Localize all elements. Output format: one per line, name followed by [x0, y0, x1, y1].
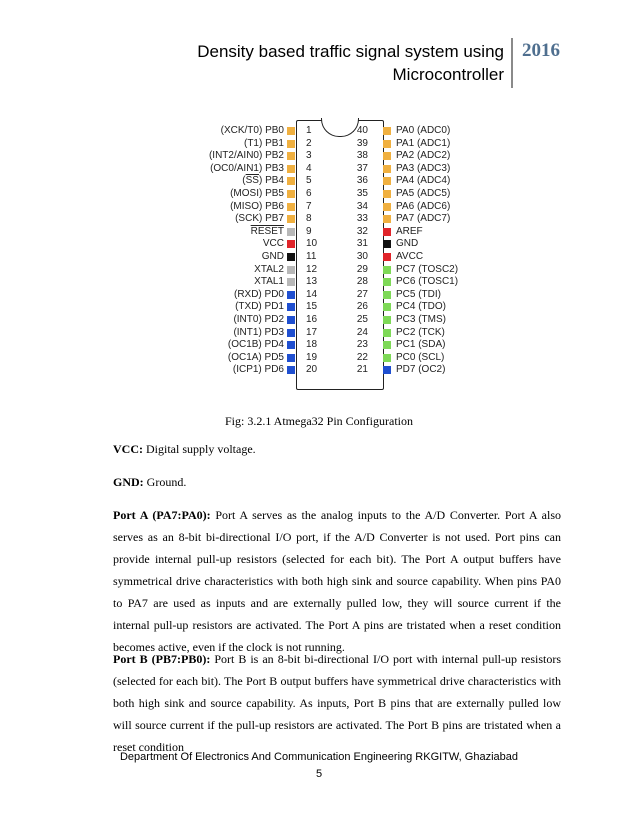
header-title [197, 40, 504, 86]
pin-number: 11 [306, 251, 317, 262]
pin-marker [383, 354, 391, 362]
pin-marker [383, 278, 391, 286]
pin-number: 30 [356, 251, 368, 262]
pin-number: 23 [356, 339, 368, 351]
pin-label: PA6 (ADC6) [396, 200, 451, 212]
pin-number: 14 [306, 288, 318, 300]
pin-number: 34 [356, 200, 368, 212]
pin-number: 24 [356, 326, 368, 338]
page-header [0, 30, 638, 90]
pin-marker [383, 316, 391, 324]
pin-label: RESET [250, 225, 284, 237]
pin-row-right [190, 276, 460, 288]
pin-row-right [190, 327, 460, 339]
pin-number: 17 [306, 326, 318, 338]
pin-row-right [190, 301, 460, 313]
pin-row-right [190, 138, 460, 150]
pin-label: AVCC [396, 251, 424, 262]
pin-marker [383, 190, 391, 198]
pin-label: (INT2/AIN0) PB2 [208, 150, 284, 162]
pin-number: 2 [306, 137, 312, 149]
pin-label: (INT0) PD2 [233, 314, 284, 325]
pin-marker [383, 203, 391, 211]
text-port-a: Port A serves as the analog inputs to the A/D Converter. Port A also serves as an 8-bit bi-directional I/O port, if the A/D Converter is not used. Port pins can provide internal pull-up resistors (selected for each bit). The Port A output buffers have symmetrical drive characteristics with both high sink and source capability. When pins PA0 to PA7 are used as inputs and are externally pulled low, they will source current if the internal pull-up resistors are activated. The Port A pins are tristated when a reset condition becomes active, even if the clock is not running. [113, 508, 561, 654]
figure-caption: Fig: 3.2.1 Atmega32 Pin Configuration [225, 414, 413, 428]
pin-row-right [190, 264, 460, 276]
pin-number: 25 [356, 314, 368, 325]
pin-label: (TXD) PD1 [235, 301, 284, 313]
header-title-line2: Microcontroller [392, 65, 504, 84]
atmega32-pin-diagram [190, 112, 460, 392]
pin-row-right [190, 314, 460, 326]
text-vcc: Digital supply voltage. [143, 442, 256, 456]
pin-label: VCC [262, 238, 284, 250]
pin-label: PC4 (TDO) [396, 301, 446, 313]
pin-label: PD7 (OC2) [396, 364, 446, 376]
pin-number: 38 [356, 150, 368, 162]
pin-label: GND [261, 251, 284, 262]
paragraph-vcc [113, 438, 561, 460]
pin-number: 18 [306, 339, 318, 351]
pin-marker [383, 329, 391, 337]
pin-label: XTAL1 [254, 276, 284, 288]
pin-number: 8 [306, 213, 312, 225]
pin-label: (OC0/AIN1) PB3 [210, 162, 284, 174]
pin-marker [383, 127, 391, 135]
term-gnd: GND: [113, 475, 144, 489]
pin-row-right [190, 352, 460, 364]
header-title-line1: Density based traffic signal system using [197, 42, 504, 61]
pin-label: $(\overline{SS})$ PB4 [242, 175, 284, 187]
pin-number: 26 [356, 301, 368, 313]
pin-row-right [190, 150, 460, 162]
pin-row-right [190, 213, 460, 225]
pin-number: 28 [356, 276, 368, 288]
pin-row-right [190, 201, 460, 213]
pin-number: 6 [306, 188, 312, 199]
pin-marker [383, 165, 391, 173]
pin-label: (SCK) PB7 [235, 213, 284, 225]
pin-label: (OC1B) PD4 [227, 339, 284, 351]
pin-number: 27 [356, 288, 368, 300]
pin-label: PA5 (ADC5) [396, 188, 451, 199]
pin-label: PC5 (TDI) [396, 288, 441, 300]
pin-label: (RXD) PD0 [233, 288, 284, 300]
pin-number: 9 [306, 225, 312, 237]
pin-row-right [190, 175, 460, 187]
pin-row-right [190, 251, 460, 263]
pin-label: (OC1A) PD5 [227, 351, 284, 363]
pin-number: 36 [356, 175, 368, 187]
paragraph-port-a [113, 504, 561, 658]
pin-number: 1 [306, 125, 312, 136]
term-port-a: Port A (PA7:PA0): [113, 508, 211, 522]
pin-label: PA3 (ADC3) [396, 162, 451, 174]
pin-label: PC2 (TCK) [396, 326, 445, 338]
pin-label: PA7 (ADC7) [396, 213, 451, 225]
footer-department: Department Of Electronics And Communication Engineering RKGITW, Ghaziabad [119, 751, 519, 763]
pin-marker [383, 366, 391, 374]
pin-number: 35 [356, 188, 368, 199]
pin-label: PA2 (ADC2) [396, 150, 451, 162]
pin-number: 13 [306, 276, 318, 288]
pin-label: PA0 (ADC0) [396, 125, 451, 136]
term-port-b: Port B (PB7:PB0): [113, 652, 211, 666]
pin-number: 15 [306, 301, 318, 313]
pin-number: 12 [306, 263, 318, 275]
pin-number: 33 [356, 213, 368, 225]
pin-row-right [190, 226, 460, 238]
pin-row-right [190, 238, 460, 250]
pin-number: 39 [356, 137, 368, 149]
pin-label: (ICP1) PD6 [232, 364, 284, 376]
pin-marker [383, 140, 391, 148]
pin-number: 31 [356, 238, 368, 250]
pin-label: PC6 (TOSC1) [396, 276, 459, 288]
pin-label: PC1 (SDA) [396, 339, 446, 351]
paragraph-port-b [113, 648, 561, 758]
pin-row-right [190, 289, 460, 301]
pin-row-right [190, 339, 460, 351]
pin-number: 10 [306, 238, 318, 250]
pin-label: PA1 (ADC1) [396, 137, 451, 149]
pin-label: XTAL2 [254, 263, 284, 275]
pin-label: GND [396, 238, 419, 250]
pin-number: 20 [306, 364, 318, 376]
pin-number: 5 [306, 175, 312, 187]
pin-marker [383, 253, 391, 261]
pin-label: PC0 (SCL) [396, 351, 445, 363]
pin-number: 40 [356, 125, 368, 136]
pin-number: 4 [306, 162, 312, 174]
pin-number: 22 [356, 351, 368, 363]
page-footer [0, 749, 638, 783]
pin-row-right [190, 125, 460, 137]
paragraph-gnd [113, 471, 561, 493]
pin-number: 16 [306, 314, 318, 325]
pin-label: (XCK/T0) PB0 [220, 125, 284, 136]
pin-label: AREF [396, 225, 423, 237]
pin-label: (T1) PB1 [243, 137, 284, 149]
pin-marker [383, 215, 391, 223]
term-vcc: VCC: [113, 442, 143, 456]
text-port-b: Port B is an 8-bit bi-directional I/O port with internal pull-up resistors (selected for each bit). The Port B output buffers have symmetrical drive characteristics with both high sink and source capability. As inputs, Port B pins that are externally pulled low will source current if the pull-up resistors are activated. The Port B pins are tristated when a reset condition [113, 652, 561, 754]
pin-number: 37 [356, 162, 368, 174]
pin-label: (INT1) PD3 [233, 326, 284, 338]
header-divider [511, 38, 513, 88]
pin-row-right [190, 188, 460, 200]
pin-label: PC3 (TMS) [396, 314, 446, 325]
text-gnd: Ground. [143, 475, 187, 489]
pin-number: 19 [306, 351, 318, 363]
footer-page-number: 5 [315, 768, 323, 780]
pin-marker [383, 291, 391, 299]
pin-label: PC7 (TOSC2) [396, 263, 459, 275]
pin-marker [383, 303, 391, 311]
pin-marker [383, 240, 391, 248]
pin-label: (MISO) PB6 [230, 200, 284, 212]
pin-number: 3 [306, 150, 312, 162]
pin-marker [383, 266, 391, 274]
pin-marker [383, 228, 391, 236]
pin-marker [383, 341, 391, 349]
pin-label: (MOSI) PB5 [230, 188, 284, 199]
pin-row-right [190, 163, 460, 175]
pin-number: 29 [356, 263, 368, 275]
pin-row-right [190, 364, 460, 376]
header-year: 2016 [522, 40, 560, 61]
pin-marker [383, 152, 391, 160]
pin-label: PA4 (ADC4) [396, 175, 451, 187]
pin-number: 21 [356, 364, 368, 376]
pin-number: 32 [356, 225, 368, 237]
pin-number: 7 [306, 200, 312, 212]
pin-marker [383, 177, 391, 185]
